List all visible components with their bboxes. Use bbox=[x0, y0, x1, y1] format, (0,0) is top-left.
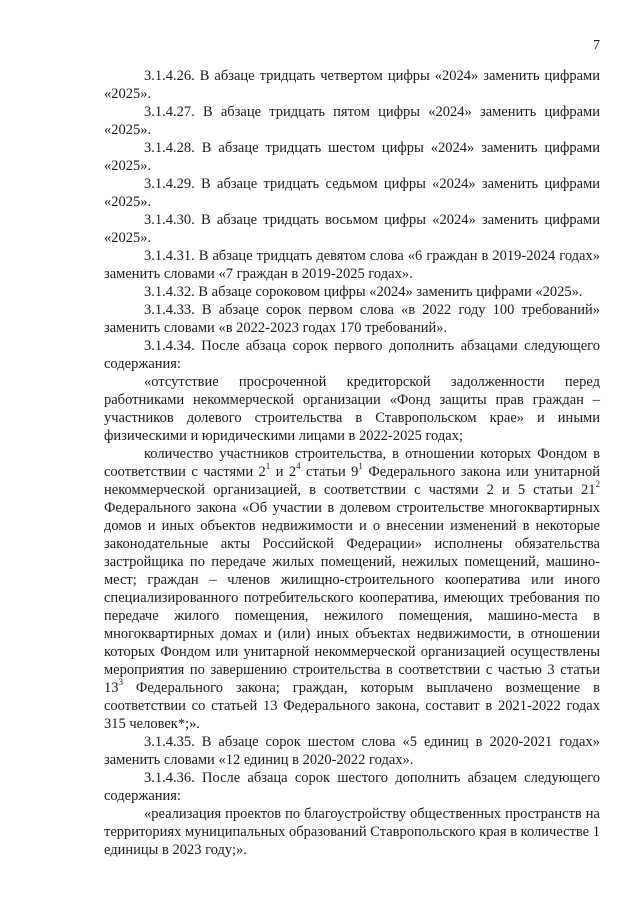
page-number: 7 bbox=[593, 38, 600, 53]
paragraph-3-1-4-28: 3.1.4.28. В абзаце тридцать шестом цифры «2024» заменить цифрами «2025». bbox=[104, 140, 600, 174]
paragraph-3-1-4-31: 3.1.4.31. В абзаце тридцать девятом слова «6 граждан в 2019-2024 годах» заменить словами «7 граждан в 2019-2025 годах». bbox=[104, 248, 600, 282]
paragraph-3-1-4-30: 3.1.4.30. В абзаце тридцать восьмом цифры «2024» заменить цифрами «2025». bbox=[104, 212, 600, 246]
paragraph-3-1-4-33: 3.1.4.33. В абзаце сорок первом слова «в 2022 году 100 требований» заменить словами «в 2022-2023 годах 170 требований». bbox=[104, 302, 600, 336]
paragraph-3-1-4-32: 3.1.4.32. В абзаце сороковом цифры «2024» заменить цифрами «2025». bbox=[144, 284, 583, 300]
paragraph-3-1-4-27: 3.1.4.27. В абзаце тридцать пятом цифры «2024» заменить цифрами «2025». bbox=[104, 104, 600, 138]
paragraph-3-1-4-29: 3.1.4.29. В абзаце тридцать седьмом цифры «2024» заменить цифрами «2025». bbox=[104, 176, 600, 210]
paragraph-3-1-4-36: 3.1.4.36. После абзаца сорок шестого дополнить абзацем следующего содержания: bbox=[104, 770, 600, 804]
document-body bbox=[104, 67, 600, 859]
paragraph-3-1-4-34: 3.1.4.34. После абзаца сорок первого дополнить абзацами следующего содержания: bbox=[104, 338, 600, 372]
quoted-paragraph-public-spaces: «реализация проектов по благоустройству общественных пространств на территориях муниципальных образований Ставропольского края в количестве 1 единицы в 2023 году;». bbox=[104, 806, 600, 858]
paragraph-3-1-4-35: 3.1.4.35. В абзаце сорок шестом слова «5 единиц в 2020-2021 годах» заменить словами «12 единиц в 2020-2022 годах». bbox=[104, 734, 600, 768]
paragraph-3-1-4-26: 3.1.4.26. В абзаце тридцать четвертом цифры «2024» заменить цифрами «2025». bbox=[104, 68, 600, 102]
quoted-paragraph-participants: количество участников строительства, в отношении которых Фондом в соответствии с частями $2^1$ и $2^4$ статьи $9^1$ Федерального закона или унитарной некоммерческой организацией, в соответствии с частями 2 и 5 статьи $21^2$ Федерального закона «Об участии в долевом строительстве многоквартирных домов и иных объектов недвижимости и о внесении изменений в некоторые законодательные акты Российской Федерации» исполнены обязательства застройщика по передаче жилых помещений, нежилых помещений, машино-мест; граждан – членов жилищно-строительного кооператива или иного специализированного потребительского кооператива, имеющих требования по передаче жилого помещения, нежилого помещения, машино-места в многоквартирных домах и (или) иных объектах недвижимости, в отношении которых Фондом или унитарной некоммерческой организацией осуществлены мероприятия по завершению строительства в соответствии с частью 3 статьи $13^3$ Федерального закона; граждан, которым выплачено возмещение в соответствии со статьей 13 Федерального закона, составит в 2021-2022 годах 315 человек*;». bbox=[104, 446, 601, 732]
quoted-paragraph-creditor-debt: «отсутствие просроченной кредиторской задолженности перед работниками некоммерческой организации «Фонд защиты прав граждан – участников долевого строительства в Ставропольском крае» и иными физическими и юридическими лицами в 2022-2025 годах; bbox=[104, 374, 600, 444]
